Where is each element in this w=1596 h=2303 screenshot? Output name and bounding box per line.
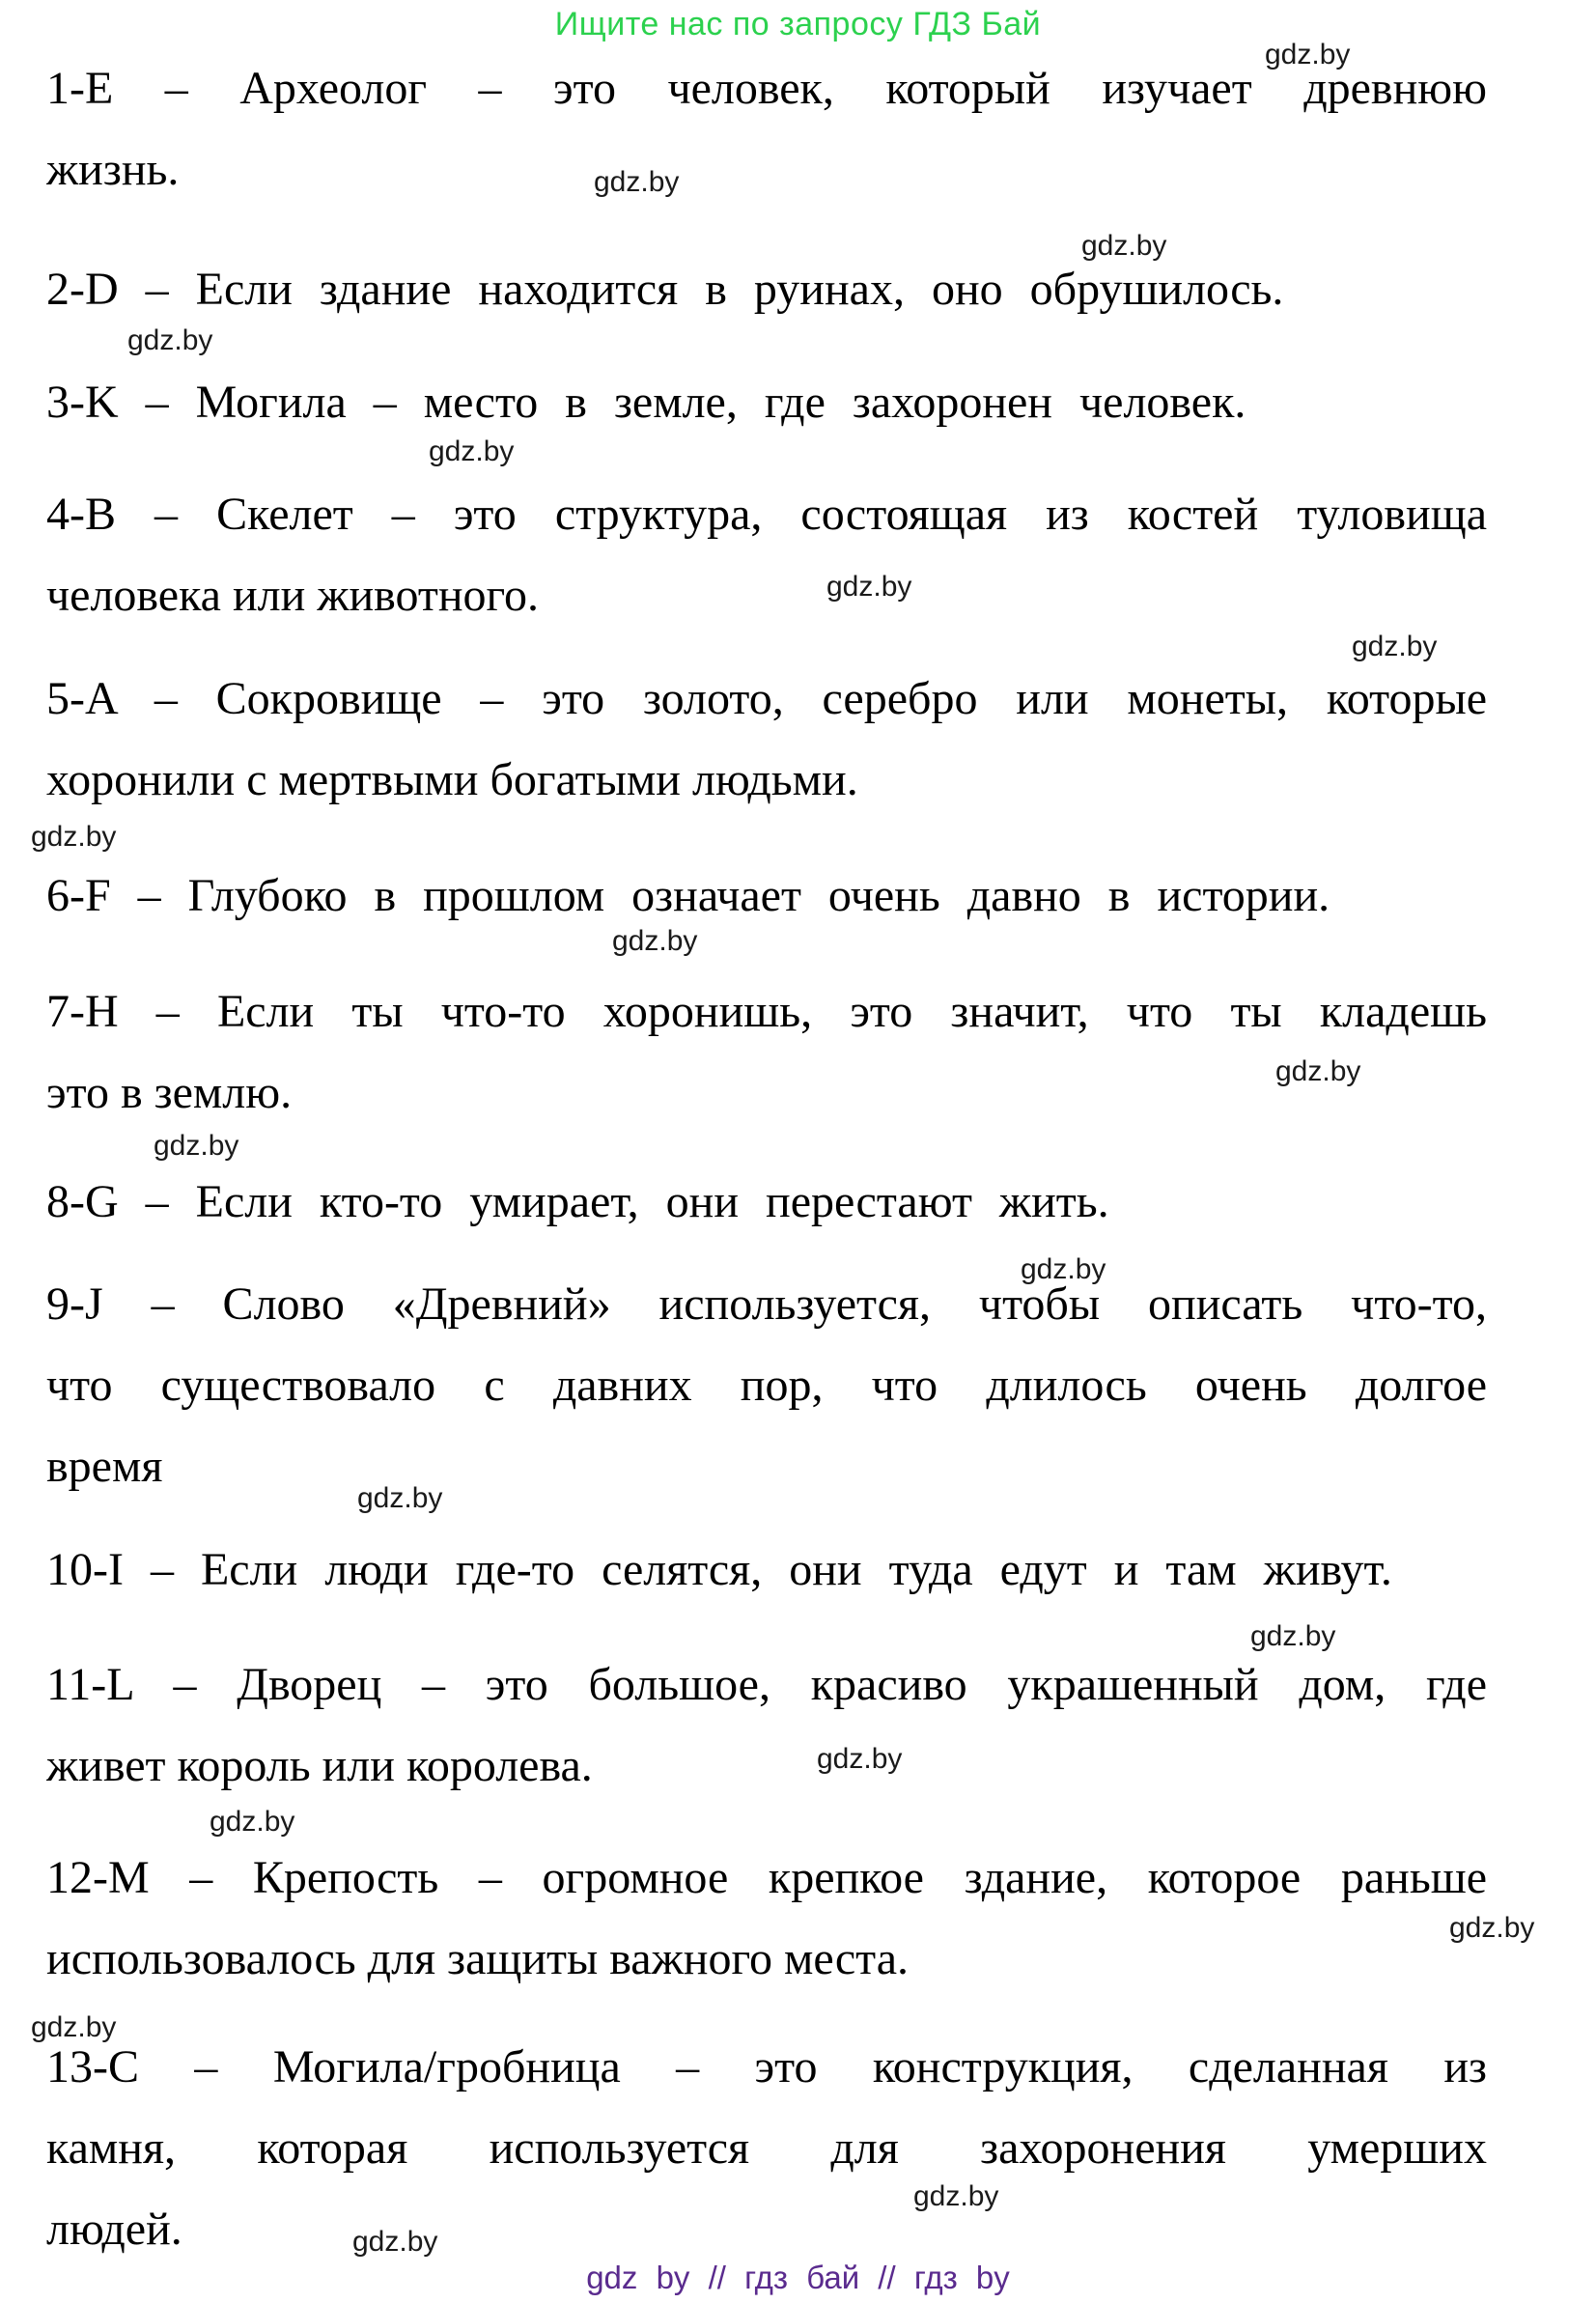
gdzby-watermark: gdz.by (31, 821, 117, 853)
definition-item-1 (46, 48, 1487, 211)
gdzby-watermark: gdz.by (357, 1482, 443, 1514)
definition-item-12 (46, 1838, 1487, 2000)
footer-links: gdz by // гдз бай // гдз by (586, 2260, 1010, 2295)
gdzby-watermark: gdz.by (1275, 1055, 1361, 1087)
definition-item-2 (46, 249, 1487, 330)
definition-line: 2-D – Если здание находится в руинах, оно обрушилось. (46, 264, 1284, 315)
gdzby-watermark: gdz.by (210, 1806, 295, 1838)
gdzby-watermark: gdz.by (817, 1743, 903, 1775)
definition-line: 5-A – Сокровище – это золото, серебро или монеты, которые (46, 673, 1487, 724)
definition-line: камня, которая используется для захоронения умерших (46, 2122, 1487, 2174)
gdzby-watermark: gdz.by (913, 2180, 999, 2212)
definition-line: 8-G – Если кто-то умирает, они перестают жить. (46, 1176, 1109, 1227)
gdzby-watermark: gdz.by (154, 1130, 239, 1162)
definition-line: 11-L – Дворец – это большое, красиво украшенный дом, где (46, 1659, 1487, 1710)
definition-line: время (46, 1441, 163, 1492)
gdzby-watermark: gdz.by (127, 324, 213, 356)
definition-item-8 (46, 1162, 1487, 1243)
definition-line: использовалось для защиты важного места. (46, 1933, 909, 1984)
definition-item-13 (46, 2027, 1487, 2270)
definition-line: что существовало с давних пор, что длилось очень долгое (46, 1360, 1487, 1411)
gdzby-watermark: gdz.by (429, 435, 515, 467)
definition-item-5 (46, 659, 1487, 821)
gdzby-watermark: gdz.by (1021, 1253, 1106, 1285)
definition-item-3 (46, 362, 1487, 443)
definition-line: людей. (46, 2204, 182, 2255)
definition-item-11 (46, 1644, 1487, 1807)
gdzby-watermark: gdz.by (1352, 631, 1438, 662)
definition-item-10 (46, 1530, 1487, 1611)
definition-line: 10-I – Если люди где-то селятся, они туда едут и там живут. (46, 1544, 1392, 1595)
definition-line: человека или животного. (46, 570, 540, 621)
definition-item-4 (46, 474, 1487, 636)
definition-line: это в землю. (46, 1067, 293, 1118)
gdzby-watermark: gdz.by (1449, 1912, 1535, 1944)
definition-item-6 (46, 856, 1487, 937)
gdzby-watermark: gdz.by (1081, 230, 1167, 262)
definition-line: хоронили с мертвыми богатыми людьми. (46, 754, 858, 805)
gdzby-watermark: gdz.by (594, 166, 680, 198)
definition-line: жизнь. (46, 144, 180, 195)
gdzby-watermark: gdz.by (826, 571, 912, 603)
definition-line: 13-C – Могила/гробница – это конструкция, сделанная из (46, 2041, 1487, 2092)
definition-line: 4-B – Скелет – это структура, состоящая из костей туловища (46, 489, 1487, 540)
definition-line: живет король или королева. (46, 1740, 593, 1791)
gdzby-watermark: gdz.by (1250, 1620, 1336, 1652)
promo-banner: Ищите нас по запросу ГДЗ Бай (554, 6, 1042, 42)
definition-item-9 (46, 1264, 1487, 1507)
definition-line: 3-K – Могила – место в земле, где захоронен человек. (46, 377, 1246, 428)
definition-line: 9-J – Слово «Древний» используется, чтобы описать что-то, (46, 1278, 1487, 1330)
definition-item-7 (46, 971, 1487, 1134)
gdzby-watermark: gdz.by (612, 925, 698, 957)
gdzby-watermark: gdz.by (31, 2011, 117, 2043)
definition-line: 1-E – Археолог – это человек, который изучает древнюю (46, 63, 1487, 114)
definition-line: 6-F – Глубоко в прошлом означает очень давно в истории. (46, 870, 1330, 921)
gdzby-watermark: gdz.by (1265, 39, 1351, 70)
definition-line: 12-M – Крепость – огромное крепкое здание, которое раньше (46, 1852, 1487, 1903)
gdzby-watermark: gdz.by (352, 2226, 438, 2258)
definition-line: 7-H – Если ты что-то хоронишь, это значит, что ты кладешь (46, 986, 1487, 1037)
